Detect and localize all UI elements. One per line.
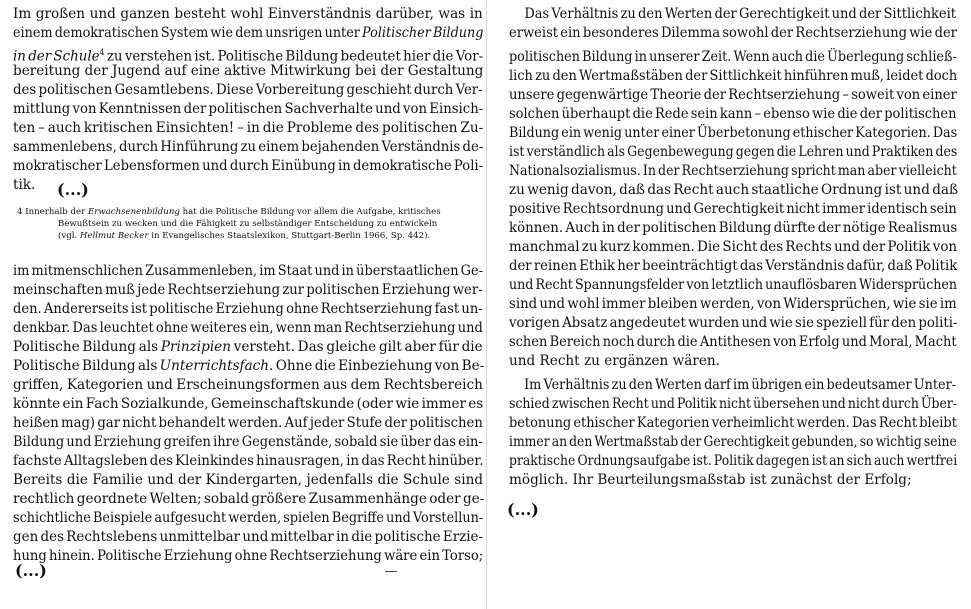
text-line: lich zu den Wertmaßstäben der Sittlichkeit hinführen muß, leidet doch (509, 68, 958, 84)
text-line: immer an den Wertmaßstab der Gerechtigkeit gebunden, so wichtig seine (509, 434, 957, 450)
text-line: hung hinein. Politische Erziehung ohne Rechtserziehung wäre ein Torso; (13, 548, 484, 564)
text-line: griffen, Kategorien und Erscheinungsformen aus dem Rechtsbereich (13, 377, 483, 393)
text-line: manchmal zu kurz kommen. Die Sicht des Rechts und der Politik von (509, 239, 958, 255)
footnote-ref: 4 (99, 48, 105, 57)
text-line: in der Schule$^4$ zu verstehen ist. Politische Bildung bedeutet hier die Vor- (13, 48, 484, 65)
text-line: den. Andererseits ist politische Erziehung ohne Rechtserziehung fast un- (13, 301, 483, 317)
text-line: vorigen Absatz angedeutet wurden und wie sie speziell für den politi- (509, 315, 958, 331)
text-line: könnte ein Fach Sozialkunde, Gemeinschaftskunde (oder wie immer es (13, 396, 484, 412)
emphasis: Prinzipien (160, 339, 231, 355)
text-line: der reinen Ethik her beeinträchtigt das Verständnis dafür, daß Politik (509, 258, 958, 274)
text-line: zu wenig davon, daß das Recht auch staatliche Ordnung ist und daß (509, 182, 959, 198)
text-line: solchen überhaupt die Rede sein kann – ebenso wie die der politischen (509, 106, 957, 122)
text-line: positive Rechtsordnung und Gerechtigkeit nicht immer identisch sein (509, 201, 957, 217)
emphasis: in der Schule (13, 48, 100, 65)
text-line: sammenlebens, durch Hinführung zu einem bejahenden Verständnis de- (13, 139, 484, 155)
omission-mark: (...) (15, 561, 47, 580)
text-line: Politische Bildung als Unterrichtsfach. Ohne die Einbeziehung von Be- (13, 358, 485, 374)
right-column (487, 0, 971, 609)
text-line: betonung ethischer Kategorien verheimlicht werden. Das Recht bleibt (509, 415, 957, 431)
text-line: Bereits die Familie und der Kindergarten, jedenfalls die Schule sind (13, 472, 484, 488)
omission-mark: (...) (57, 180, 89, 199)
text-line: und Recht Spannungsfelder von letztlich unauflösbaren Widersprüchen (509, 277, 958, 293)
text-line: schichtliche Beispiele aufgesucht werden, spielen Begriffe und Vorstellun- (13, 510, 484, 526)
emphasis: Politischer Bildung (362, 25, 484, 41)
text-line: Im Verhältnis zu den Werten darf im übrigen ein bedeutsamer Unter- (524, 377, 957, 393)
text-line: denkbar. Das leuchtet ohne weiteres ein, wenn man Rechtserziehung und (13, 320, 483, 336)
text-line: gen des Rechtslebens unmittelbar und mittelbar in die politische Erzie- (13, 529, 484, 545)
text-line: praktische Ordnungsaufgabe ist. Politik dagegen ist an sich auch wertfrei (509, 453, 958, 469)
text-line: erweist ein besonderes Dilemma sowohl der Rechtserziehung wie der (509, 25, 957, 41)
text-line: und Recht zu ergänzen wären. (509, 353, 720, 369)
text-line: unsere gegenwärtige Theorie der Rechtserziehung – soweit von einer (509, 87, 957, 103)
text-line: ten – auch kritischen Einsichten! – in die Probleme des politischen Zu- (13, 120, 484, 136)
footnote-line: 4 Innerhalb der Erwachsenenbildung hat die Politische Bildung vor allem die Aufgabe, kritisches (17, 207, 441, 217)
emphasis: Unterrichtsfach (159, 358, 270, 374)
text-line: Im großen und ganzen besteht wohl Einverständnis darüber, was in (13, 6, 483, 22)
text-line: möglich. Ihr Beurteilungsmaßstab ist zunächst der Erfolg; (509, 472, 912, 488)
text-line: politischen Bildung in unserer Zeit. Wenn auch die Überlegung schließ- (509, 49, 957, 65)
text-line: Das Verhältnis zu den Werten der Gerechtigkeit und der Sittlichkeit (524, 6, 957, 22)
text-line: rechtlich geordnete Welten; sobald größere Zusammenhänge oder ge- (13, 491, 485, 507)
text-line: im mitmenschlichen Zusammenleben, im Staat und in überstaatlichen Ge- (13, 263, 483, 279)
footnote-line: Bewußtsein zu wecken und die Fähigkeit zu selbständiger Entscheidung zu entwickeln (58, 219, 438, 229)
text-line: Politische Bildung als Prinzipien versteht. Das gleiche gilt aber für die (13, 339, 483, 355)
text-line: bereitung der Jugend auf eine aktive Mitwirkung bei der Gestaltung (13, 63, 484, 79)
text-line: können. Auch in der politischen Bildung dürfte der nötige Realismus (509, 220, 958, 236)
text-line: tik. (13, 177, 36, 193)
text-line: Bildung ein wenig unter einer Überbetonung ethischer Kategorien. Das (509, 125, 958, 141)
text-line: heißen mag) gar nicht behandelt werden. Auf jeder Stufe der politischen (13, 415, 483, 431)
text-line: Nationalsozialismus. In der Rechtserziehung spricht man aber vielleicht (509, 163, 957, 179)
emphasis: Hellmut Becker (79, 231, 149, 241)
text-line: sind und wohl immer bleiben werden, von Widersprüchen, wie sie im (509, 296, 957, 312)
text-line: mittlung von Kenntnissen der politischen Sachverhalte und von Einsich- (13, 101, 484, 117)
divider (385, 571, 397, 572)
text-line: ist verständlich als Gegenbewegung gegen die Lehren und Praktiken des (509, 144, 958, 160)
text-line: meinschaften muß jede Rechtserziehung zur politischen Erziehung wer- (13, 282, 483, 298)
omission-mark: (...) (507, 500, 539, 519)
text-line: schen Bereich noch durch die Antithesen von Erfolg und Moral, Macht (509, 334, 957, 350)
text-line: des politischen Gesamtlebens. Diese Vorbereitung geschieht durch Ver- (13, 82, 483, 98)
text-line: einem demokratischen System wie dem unsrigen unter Politischer Bildung (13, 25, 484, 41)
text-line: schied zwischen Recht und Politik nicht übersehen und nicht durch Über- (509, 396, 958, 412)
emphasis: Erwachsenenbildung (87, 207, 180, 217)
footnote-line: (vgl. Hellmut Becker in Evangelisches Staatslexikon, Stuttgart-Berlin 1966, Sp. 442). (58, 231, 431, 241)
text-line: mokratischer Lebensformen und durch Einübung in demokratische Poli- (13, 158, 484, 174)
text-line: fachste Alltagsleben des Kleinkindes hinausragen, in das Recht hinüber. (13, 453, 484, 469)
text-line: Bildung und Erziehung greifen ihre Gegenstände, sobald sie über das ein- (13, 434, 483, 450)
